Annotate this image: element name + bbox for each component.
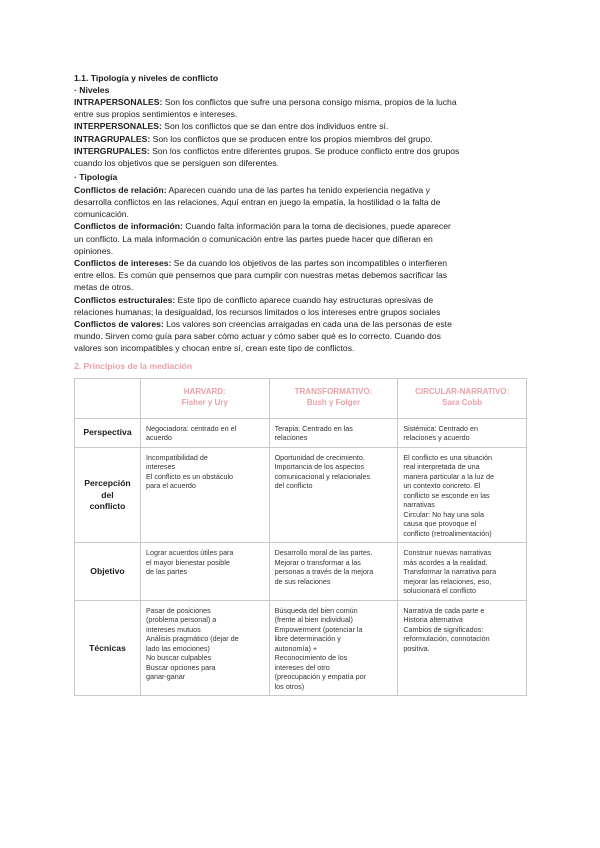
cell-text: del conflicto bbox=[274, 481, 313, 491]
tipologia-term: Conflictos de intereses: bbox=[74, 257, 172, 268]
table-cell bbox=[398, 447, 527, 543]
cell-text: Buscar opciones para bbox=[145, 662, 216, 672]
nivel-term: INTERGRUPALES: bbox=[74, 145, 150, 156]
tipologia-item bbox=[74, 318, 526, 355]
table-cell bbox=[269, 447, 398, 543]
table-cell bbox=[398, 418, 527, 447]
cell-text: solucionará el conflicto bbox=[403, 586, 477, 596]
tipologia-text: mundo. Sirven como guía para saber cómo actuar y cómo saber qué es lo correcto. Cuando dos bbox=[74, 331, 441, 342]
tipologia-line bbox=[74, 208, 526, 220]
row-label: del bbox=[101, 489, 114, 500]
row-label: Objetivo bbox=[90, 566, 125, 577]
row-label-cell bbox=[75, 543, 141, 601]
document-content bbox=[74, 73, 526, 696]
cell-text: causa que provoque el bbox=[403, 519, 477, 529]
cell-text: Terapia: Centrado en las bbox=[274, 423, 353, 433]
table-row bbox=[75, 543, 527, 601]
header-text: Sara Cobb bbox=[442, 397, 483, 407]
tipologia-line bbox=[74, 318, 526, 330]
header-transformativo bbox=[269, 378, 398, 418]
cell-text: lado las emociones) bbox=[145, 643, 210, 653]
tipologia-text: desarrolla conflictos en las relaciones. Aquí entran en juego la empatía, la hostilidad o la falta de bbox=[74, 196, 441, 207]
cell-text: Circular: No hay una sola bbox=[403, 509, 485, 519]
tipologia-text: comunicación. bbox=[74, 209, 129, 220]
nivel-item bbox=[74, 133, 526, 145]
cell-text: No buscar culpables bbox=[145, 653, 212, 663]
cell-text: narrativas bbox=[403, 500, 435, 510]
cell-text: Búsqueda del bien común bbox=[274, 605, 358, 615]
cell-text: Historia alternativa bbox=[403, 615, 463, 625]
tipologia-text: relaciones humanas; la desigualdad, los recursos limitados o los intereses entre grupos sociales bbox=[74, 306, 441, 317]
table-body bbox=[75, 418, 527, 696]
nivel-term: INTERPERSONALES: bbox=[74, 121, 162, 132]
nivel-item bbox=[74, 96, 526, 120]
table-cell bbox=[269, 418, 398, 447]
cell-text: el mayor bienestar posible bbox=[145, 557, 230, 567]
cell-text: mejorar las relaciones, eso, bbox=[403, 576, 492, 586]
nivel-line bbox=[74, 133, 526, 145]
tipologia-term: Conflictos de relación: bbox=[74, 184, 167, 195]
nivel-line bbox=[74, 108, 526, 120]
cell-text: comunicacional y relacionales bbox=[274, 471, 371, 481]
cell-text: manera particular a la luz de bbox=[403, 471, 495, 481]
table-row bbox=[75, 418, 527, 447]
tipologia-item bbox=[74, 294, 526, 318]
section-1-title: 1.1. Tipología y niveles de conflicto bbox=[74, 73, 219, 83]
tipologia-text: entre ellos. Es común que pensemos que para cumplir con nuestras metas debemos sacrificar las bbox=[74, 270, 448, 281]
cell-text: Transformar la narrativa para bbox=[403, 567, 497, 577]
tipologia-text: un conflicto. La mala información o comunicación entre las partes puede hacer que difieran en bbox=[74, 233, 433, 244]
row-label-cell bbox=[75, 447, 141, 543]
nivel-text: Son los conflictos entre diferentes grupos. Se produce conflicto entre dos grupos bbox=[149, 145, 460, 156]
cell-text: Desarrollo moral de las partes. bbox=[274, 548, 373, 558]
header-text: CIRCULAR-NARRATIVO: bbox=[415, 387, 510, 397]
header-harvard bbox=[140, 378, 269, 418]
table-corner-cell bbox=[75, 378, 141, 418]
table-cell bbox=[269, 543, 398, 601]
cell-text: El conflicto es un obstáculo bbox=[145, 471, 234, 481]
row-label: Perspectiva bbox=[83, 427, 132, 438]
cell-text: Oportunidad de crecimiento. bbox=[274, 452, 365, 462]
header-text: TRANSFORMATIVO: bbox=[294, 387, 373, 397]
row-label: Técnicas bbox=[89, 642, 126, 653]
cell-text: Importancia de los aspectos bbox=[274, 462, 365, 472]
niveles-heading: · Niveles bbox=[74, 84, 110, 95]
cell-text: Cambios de significados: bbox=[403, 624, 484, 634]
cell-text: acuerdo bbox=[145, 433, 172, 443]
tipologia-heading: · Tipología bbox=[74, 172, 118, 183]
cell-text: Análisis pragmático (dejar de bbox=[145, 634, 239, 644]
cell-text: (frente al bien individual) bbox=[274, 615, 353, 625]
tipologia-line bbox=[74, 294, 526, 306]
cell-text: Construir nuevas narrativas bbox=[403, 548, 492, 558]
tipologia-item bbox=[74, 184, 526, 221]
cell-text: real interpretada de una bbox=[403, 462, 480, 472]
table-row bbox=[75, 600, 527, 696]
cell-text: positiva. bbox=[403, 643, 430, 653]
cell-text: para el acuerdo bbox=[145, 481, 196, 491]
table-cell bbox=[140, 600, 269, 696]
table-cell bbox=[398, 543, 527, 601]
row-label: Percepción bbox=[84, 478, 131, 489]
cell-text: Negociadora: centrado en el bbox=[145, 423, 237, 433]
tipologia-item bbox=[74, 220, 526, 257]
row-label-cell bbox=[75, 418, 141, 447]
tipologia-text: Cuando falta información para la toma de decisiones, puede aparecer bbox=[182, 221, 451, 232]
tipologia-text: valores son incompatibles y chocan entre sí, crean este tipo de conflictos. bbox=[74, 343, 355, 354]
cell-text: Narrativa de cada parte e bbox=[403, 605, 485, 615]
tipologia-list bbox=[74, 184, 526, 355]
cell-text: intereses del otro bbox=[274, 662, 330, 672]
tipologia-line bbox=[74, 306, 526, 318]
header-text: Bush y Folger bbox=[306, 397, 361, 407]
nivel-line bbox=[74, 145, 526, 157]
table-cell bbox=[398, 600, 527, 696]
nivel-text: cuando los objetivos que se persiguen son diferentes. bbox=[74, 158, 279, 169]
header-text: Fisher y Ury bbox=[181, 397, 228, 407]
tipologia-term: Conflictos de valores: bbox=[74, 318, 164, 329]
nivel-text: Son los conflictos que se producen entre los propios miembros del grupo. bbox=[150, 133, 433, 144]
cell-text: de las partes bbox=[145, 567, 188, 577]
cell-text: de sus relaciones bbox=[274, 576, 331, 586]
nivel-text: Son los conflictos que se dan entre dos individuos entre sí. bbox=[161, 121, 389, 132]
cell-text: Lograr acuerdos útiles para bbox=[145, 548, 234, 558]
section-2-title: 2. Principios de la mediación bbox=[74, 360, 192, 371]
cell-text: relaciones bbox=[274, 433, 308, 443]
table-header-row bbox=[75, 378, 527, 418]
cell-text: Pasar de posiciones bbox=[145, 605, 211, 615]
cell-text: autonomía) + bbox=[274, 643, 318, 653]
nivel-line bbox=[74, 96, 526, 108]
cell-text: más acordes a la realidad. bbox=[403, 557, 488, 567]
cell-text: Sistémica: Centrado en bbox=[403, 423, 479, 433]
tipologia-text: Aparecen cuando una de las partes ha tenido experiencia negativa y bbox=[166, 184, 430, 195]
table-row bbox=[75, 447, 527, 543]
cell-text: El conflicto es una situación bbox=[403, 452, 493, 462]
cell-text: Incompatibilidad de bbox=[145, 452, 208, 462]
cell-text: relaciones y acuerdo bbox=[403, 433, 470, 443]
cell-text: conflicto se esconde en las bbox=[403, 490, 490, 500]
cell-text: Mejorar o transformar a las bbox=[274, 557, 361, 567]
tipologia-term: Conflictos estructurales: bbox=[74, 294, 176, 305]
header-circular-narrativo bbox=[398, 378, 527, 418]
tipologia-text: Este tipo de conflicto aparece cuando hay estructuras opresivas de bbox=[175, 294, 434, 305]
tipologia-line bbox=[74, 330, 526, 342]
mediation-principles-table bbox=[74, 378, 527, 697]
tipologia-term: Conflictos de información: bbox=[74, 221, 183, 232]
tipologia-line bbox=[74, 257, 526, 269]
cell-text: intereses bbox=[145, 462, 176, 472]
row-label-cell bbox=[75, 600, 141, 696]
tipologia-text: metas de otros. bbox=[74, 282, 134, 293]
nivel-term: INTRAPERSONALES: bbox=[74, 97, 163, 107]
tipologia-line bbox=[74, 245, 526, 257]
cell-text: conflicto (retroalimentación) bbox=[403, 528, 492, 538]
table-cell bbox=[140, 447, 269, 543]
nivel-line bbox=[74, 157, 526, 169]
tipologia-line bbox=[74, 269, 526, 281]
tipologia-text: Los valores son creencias arraigadas en cada una de las personas de este bbox=[163, 318, 452, 329]
tipologia-line bbox=[74, 281, 526, 293]
row-label: conflicto bbox=[89, 501, 126, 512]
tipologia-text: Se da cuando los objetivos de las partes son incompatibles o interfieren bbox=[171, 257, 448, 268]
nivel-text: Son los conflictos que sufre una persona consigo misma, propios de la lucha bbox=[162, 97, 457, 107]
table-cell bbox=[140, 543, 269, 601]
nivel-text: entre sus propios sentimientos e intereses. bbox=[74, 109, 238, 120]
header-text: HARVARD: bbox=[183, 387, 226, 397]
tipologia-line bbox=[74, 220, 526, 232]
tipologia-line bbox=[74, 196, 526, 208]
table-cell bbox=[140, 418, 269, 447]
cell-text: intereses mutuos bbox=[145, 624, 201, 634]
niveles-list bbox=[74, 96, 526, 169]
tipologia-item bbox=[74, 257, 526, 294]
cell-text: ganar-ganar bbox=[145, 672, 186, 682]
tipologia-line bbox=[74, 342, 526, 354]
nivel-term: INTRAGRUPALES: bbox=[74, 133, 151, 144]
cell-text: un contexto concreto. El bbox=[403, 481, 481, 491]
cell-text: personas a través de la mejora bbox=[274, 567, 374, 577]
tipologia-line bbox=[74, 184, 526, 196]
cell-text: reformulación, connotación bbox=[403, 634, 490, 644]
cell-text: Empowerment (potenciar la bbox=[274, 624, 363, 634]
nivel-item bbox=[74, 145, 526, 169]
nivel-line bbox=[74, 120, 526, 132]
tipologia-text: opiniones. bbox=[74, 245, 114, 256]
cell-text: (preocupación y empatía por bbox=[274, 672, 367, 682]
cell-text: (problema personal) a bbox=[145, 615, 217, 625]
table-cell bbox=[269, 600, 398, 696]
tipologia-line bbox=[74, 233, 526, 245]
cell-text: libre determinación y bbox=[274, 634, 341, 644]
cell-text: los otros) bbox=[274, 681, 305, 691]
nivel-item bbox=[74, 120, 526, 132]
cell-text: Reconocimiento de los bbox=[274, 653, 348, 663]
